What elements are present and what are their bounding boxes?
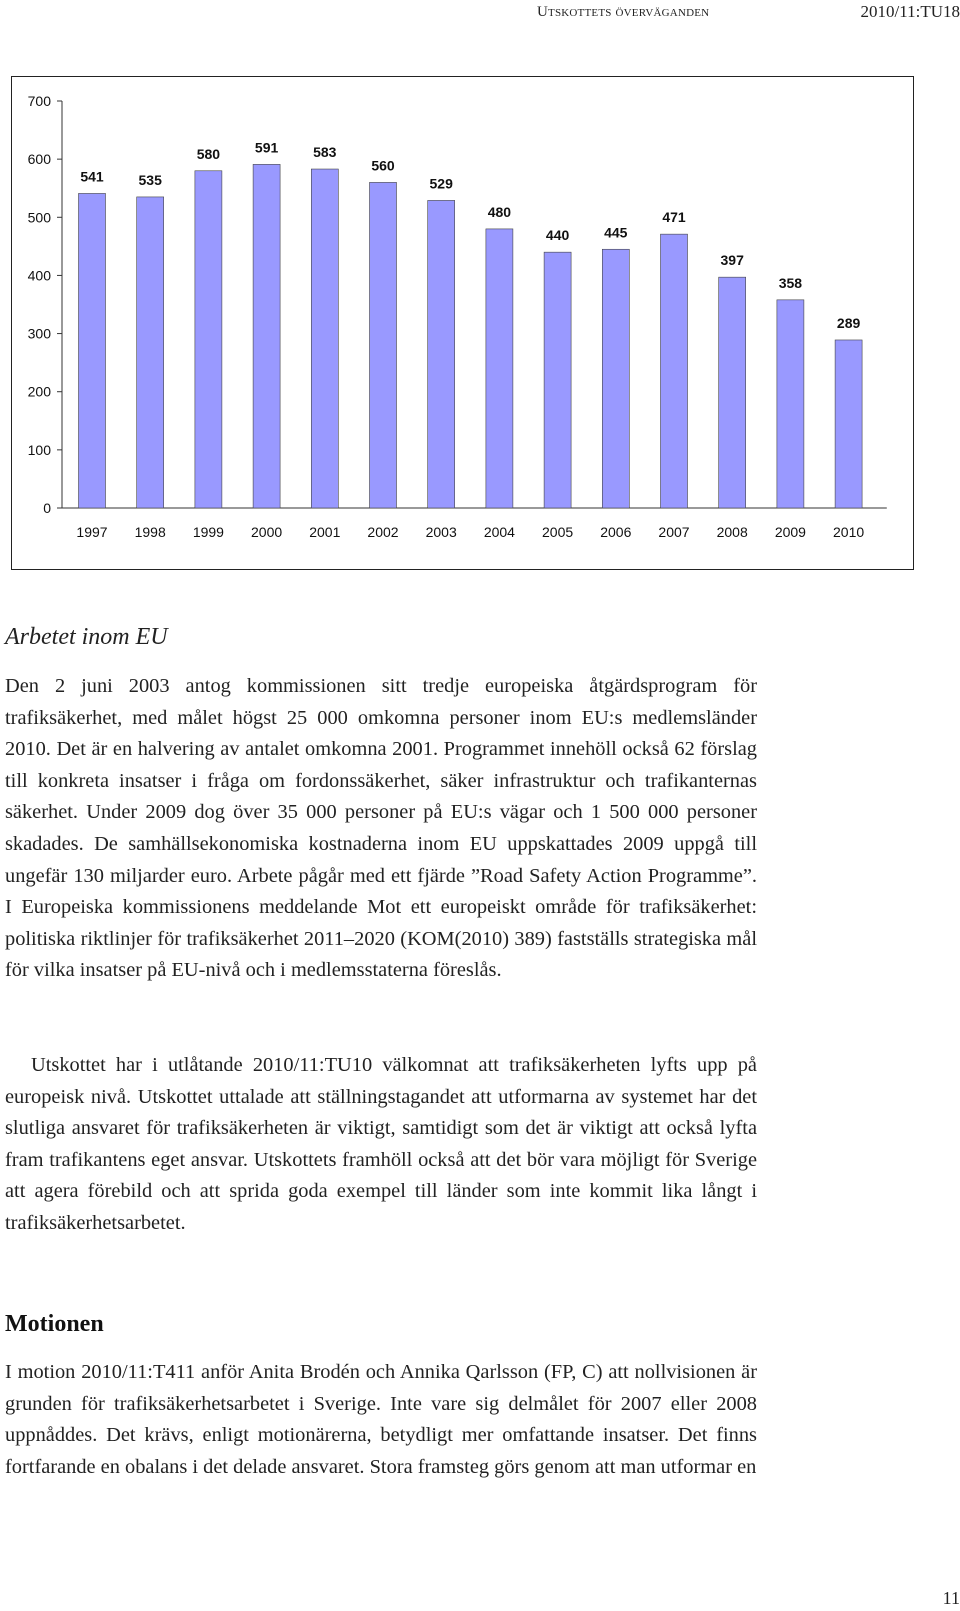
x-tick-label: 1998 bbox=[134, 524, 166, 540]
x-tick-label: 1997 bbox=[76, 524, 108, 540]
x-tick-label: 1999 bbox=[192, 524, 224, 540]
x-tick-label: 2002 bbox=[367, 524, 399, 540]
x-tick-label: 2001 bbox=[309, 524, 341, 540]
bar bbox=[719, 277, 746, 508]
bar-value-label: 580 bbox=[196, 145, 221, 162]
x-tick-label: 2003 bbox=[425, 524, 457, 540]
y-tick-label: 200 bbox=[27, 383, 51, 400]
x-tick-label: 2000 bbox=[251, 524, 283, 540]
bar bbox=[602, 249, 629, 508]
x-tick-label: 2005 bbox=[542, 524, 574, 540]
bar bbox=[79, 193, 106, 508]
x-tick-label: 2006 bbox=[600, 524, 632, 540]
chart-canvas bbox=[12, 77, 915, 571]
bar bbox=[370, 182, 397, 508]
bar-value-label: 480 bbox=[487, 203, 512, 220]
bar-value-label: 397 bbox=[720, 252, 744, 269]
bar-value-label: 471 bbox=[662, 209, 686, 226]
running-section-title: Utskottets överväganden bbox=[537, 4, 710, 20]
y-tick-label: 700 bbox=[27, 93, 51, 109]
bar-value-label: 535 bbox=[138, 171, 162, 188]
page-header bbox=[0, 2, 960, 24]
bar-value-label: 358 bbox=[778, 274, 803, 291]
bar bbox=[835, 340, 862, 508]
y-tick-label: 600 bbox=[27, 151, 51, 168]
y-tick-label: 100 bbox=[27, 441, 51, 458]
bar bbox=[253, 164, 280, 508]
bar bbox=[486, 229, 513, 508]
x-tick-label: 2008 bbox=[716, 524, 748, 540]
bar bbox=[311, 169, 338, 508]
bar bbox=[137, 197, 164, 508]
bar-value-label: 591 bbox=[254, 139, 279, 156]
bar-value-label: 289 bbox=[836, 314, 861, 331]
paragraph-committee-statement: Utskottet har i utlåtande 2010/11:TU10 välkomnat att trafiksäkerheten lyfts upp på europeisk nivå. Utskottet uttalade att ställningstagandet att utformarna av systemet har det slutliga ansvaret för trafiksäkerheten är viktigt, samtidigt som det är viktigt att också lyfta fram trafikantens eget ansvar. Utskottets framhöll också att det bör vara möjligt för Sverige att agera förebild och att sprida goda exempel till länder som inte kommit lika långt i trafiksäkerhetsarbetet. bbox=[5, 1054, 757, 1234]
x-tick-label: 2004 bbox=[483, 524, 515, 540]
document-id: 2010/11:TU18 bbox=[860, 2, 960, 21]
heading-motion: Motionen bbox=[5, 1311, 104, 1337]
bar-value-label: 529 bbox=[429, 175, 453, 192]
bar-value-label: 560 bbox=[371, 157, 395, 174]
paragraph-eu-work: Den 2 juni 2003 antog kommissionen sitt tredje europeiska åtgärdsprogram för trafiksäkerhet, med målet högst 25 000 omkomna personer inom EU:s medlemsländer 2010. Det är en halvering av antalet omkomna 2001. Programmet innehöll också 62 förslag till konkreta insatser i fråga om fordonssäkerhet, säker infrastruktur och trafikanternas säkerhet. Under 2009 dog över 35 000 personer på EU:s vägar och 1 500 000 personer skadades. De samhällsekonomiska kostnaderna inom EU uppskattades 2009 uppgå till ungefär 130 miljarder euro. Arbete pågår med ett fjärde ”Road Safety Action Programme”. I Europeiska kommissionens meddelande Mot ett europeiskt område för trafiksäkerhet: politiska riktlinjer för trafiksäkerhet 2011–2020 (KOM(2010) 389) fastställs strategiska mål för vilka insatser på EU-nivå och i medlemsstaterna föreslås. bbox=[5, 675, 757, 982]
bar bbox=[661, 234, 688, 508]
y-tick-label: 0 bbox=[43, 500, 51, 516]
paragraph-motion: I motion 2010/11:T411 anför Anita Brodén och Annika Qarlsson (FP, C) att nollvisionen är grunden för trafiksäkerhetsarbetet i Sverige. Inte vare sig delmålet för 2007 eller 2008 uppnåddes. Det krävs, enligt motionärerna, betydligt mer omfattande insatser. Det finns fortfarande en obalans i det delade ansvaret. Stora framsteg görs genom att man utformar en bbox=[5, 1361, 757, 1478]
bar bbox=[777, 300, 804, 508]
bar-value-label: 440 bbox=[545, 227, 570, 244]
y-tick-label: 500 bbox=[27, 209, 51, 226]
y-tick-label: 300 bbox=[27, 325, 51, 342]
bar bbox=[428, 200, 455, 508]
x-tick-label: 2007 bbox=[658, 524, 690, 540]
bar-value-label: 445 bbox=[604, 224, 628, 241]
bar-value-label: 541 bbox=[80, 168, 104, 185]
x-tick-label: 2009 bbox=[774, 524, 806, 540]
y-tick-label: 400 bbox=[27, 267, 51, 284]
page-number: 11 bbox=[942, 1588, 960, 1608]
section-title: Arbetet inom EU bbox=[5, 624, 168, 650]
x-tick-label: 2010 bbox=[833, 524, 865, 540]
bar bbox=[544, 252, 571, 508]
bar-value-label: 583 bbox=[313, 144, 337, 161]
fatalities-bar-chart bbox=[11, 76, 914, 570]
bar bbox=[195, 171, 222, 508]
